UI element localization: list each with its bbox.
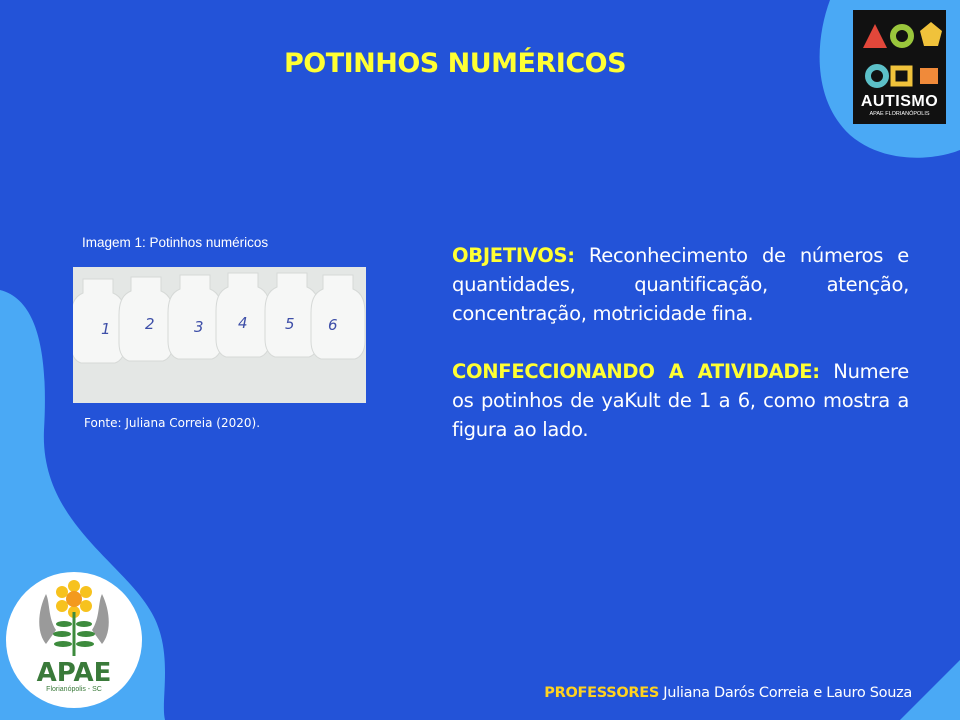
content-text xyxy=(452,241,909,444)
page-title: POTINHOS NUMÉRICOS xyxy=(283,48,627,79)
bottle-number: 3 xyxy=(194,318,204,336)
making-paragraph xyxy=(452,357,909,444)
objectives-text: Reconhecimento de números e quantidades, quantificação, atenção, concentração, motricidade fina. xyxy=(452,244,909,325)
figure-caption: Imagem 1: Potinhos numéricos xyxy=(82,235,269,250)
figure-source: Fonte: Juliana Correia (2020). xyxy=(84,416,261,430)
footer-label: PROFESSORES xyxy=(544,685,659,701)
footer-credits xyxy=(544,685,912,701)
footer-names: Juliana Darós Correia e Lauro Souza xyxy=(659,685,912,701)
bottle-number: 1 xyxy=(101,320,111,338)
autismo-shapes-icon xyxy=(853,10,946,90)
making-label: CONFECCIONANDO A ATIVIDADE: xyxy=(452,360,820,383)
bottles-illustration xyxy=(73,267,366,403)
autismo-logo xyxy=(853,10,946,124)
apae-logo-name: APAE xyxy=(36,658,112,688)
autismo-logo-subtitle: APAE FLORIANÓPOLIS xyxy=(869,111,930,117)
objectives-paragraph xyxy=(452,241,909,328)
apae-logo-place: Florianópolis - SC xyxy=(46,686,102,693)
bottle-number: 6 xyxy=(328,316,338,334)
bottles-photo xyxy=(73,267,366,403)
apae-flower-hands-icon xyxy=(6,572,142,662)
apae-logo xyxy=(6,572,142,708)
autismo-logo-name: AUTISMO xyxy=(860,93,939,110)
making-text: Numere os potinhos de yaKult de 1 a 6, como mostra a figura ao lado. xyxy=(452,360,910,441)
bottle-number: 4 xyxy=(238,314,248,332)
bottle-number: 2 xyxy=(145,315,155,333)
objectives-label: OBJETIVOS: xyxy=(452,244,575,267)
bottle-number: 5 xyxy=(285,315,295,333)
